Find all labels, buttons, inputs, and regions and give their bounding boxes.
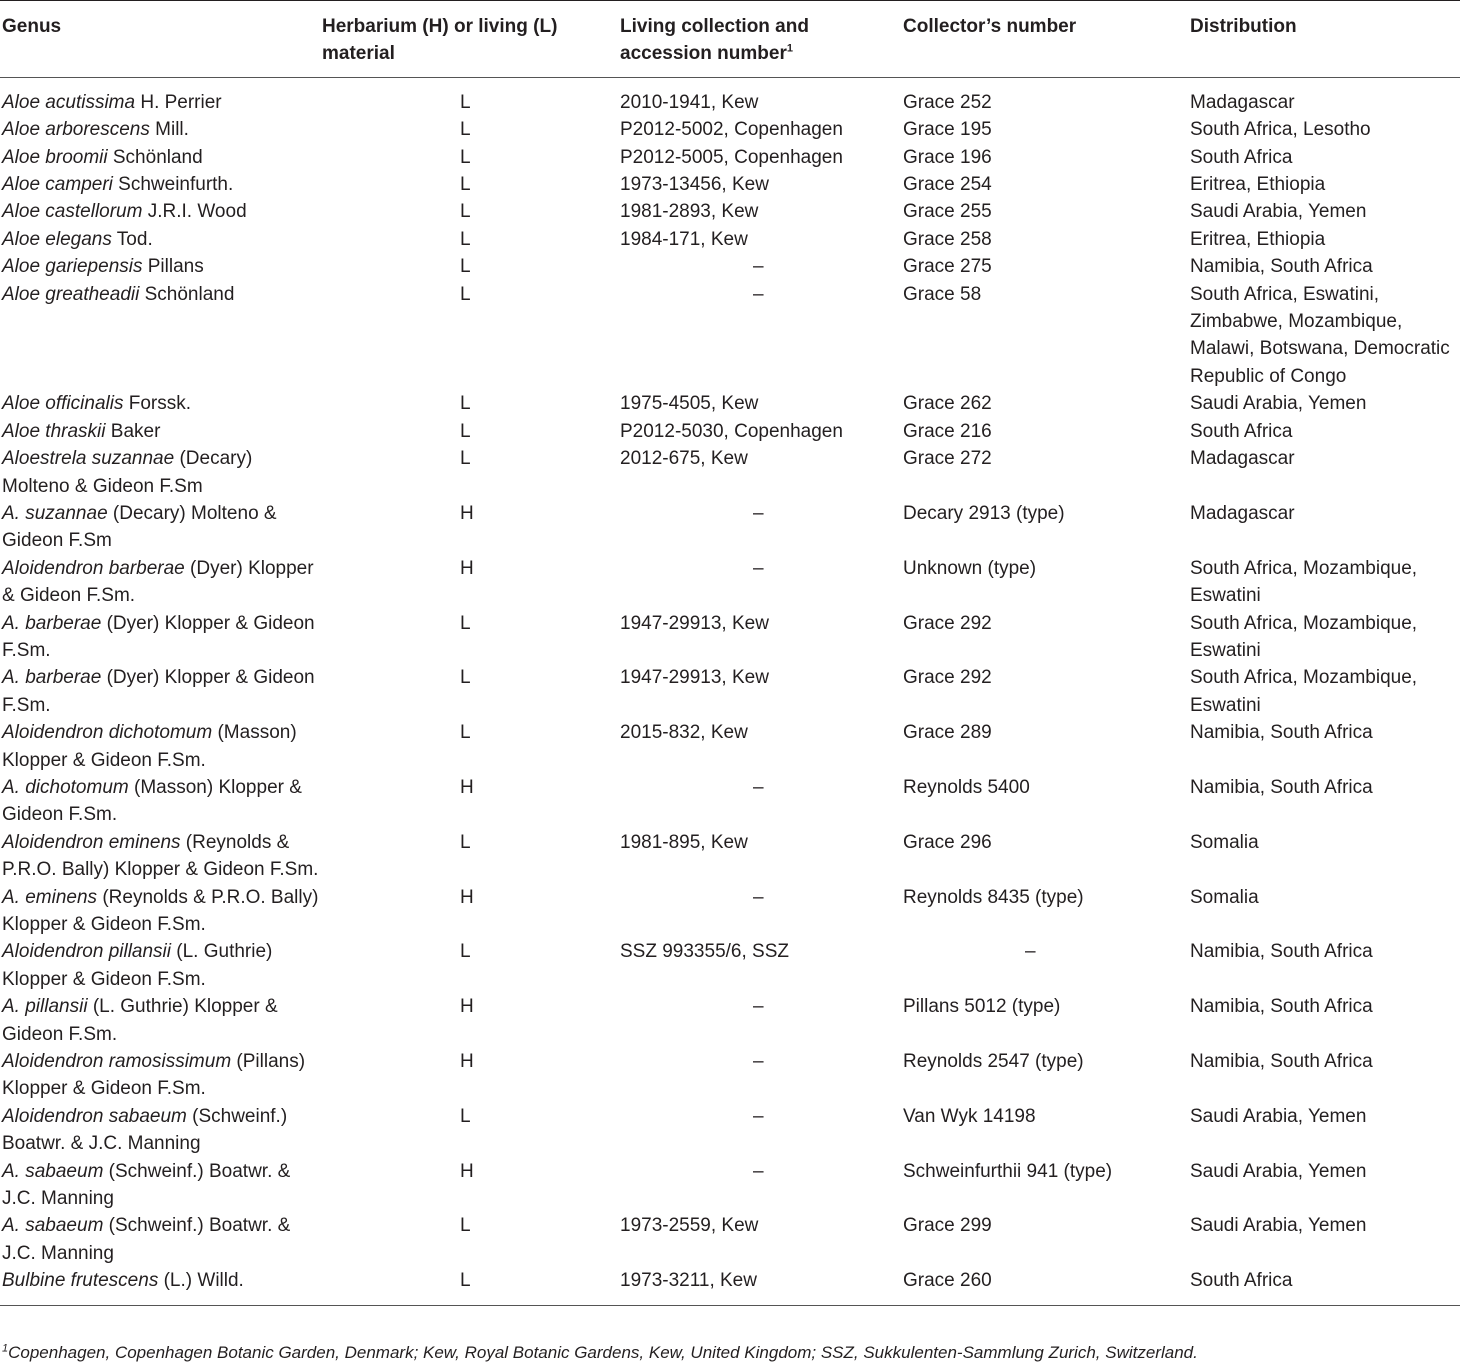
cell-genus [0, 938, 320, 993]
cell-genus [0, 1048, 320, 1103]
cell-living-collection: – [753, 502, 764, 524]
cell-genus [0, 555, 320, 610]
species-authority: (Schweinf.) Boatwr. & J.C. Manning [2, 1160, 291, 1210]
cell-distribution: Saudi Arabia, Yemen [1190, 1160, 1367, 1182]
species-name: Aloidendron barberae [2, 557, 185, 579]
table-row [0, 1158, 1460, 1213]
cell-material: H [460, 502, 474, 524]
cell-material: L [460, 146, 471, 168]
cell-material: H [460, 996, 474, 1018]
cell-collector: Reynolds 2547 (type) [903, 1051, 1084, 1073]
cell-material: L [460, 201, 471, 223]
cell-distribution: South Africa, Lesotho [1190, 119, 1371, 141]
species-authority: J.R.I. Wood [142, 201, 247, 223]
species-name: A. eminens [2, 886, 98, 908]
cell-living-collection: P2012-5030, Copenhagen [620, 420, 843, 442]
species-name: Aloidendron sabaeum [2, 1105, 187, 1127]
cell-genus [0, 993, 320, 1048]
table-row [0, 418, 1460, 445]
cell-distribution: South Africa [1190, 420, 1293, 442]
cell-collector: Grace 262 [903, 393, 992, 415]
cell-collector: Grace 58 [903, 283, 982, 305]
cell-living-collection: – [753, 1105, 764, 1127]
header-distribution: Distribution [1190, 16, 1297, 37]
species-name: Aloe thraskii [2, 420, 106, 442]
cell-material: L [460, 831, 471, 853]
table-row [0, 445, 1460, 500]
cell-collector: – [1025, 941, 1036, 963]
table-row [0, 77, 1460, 116]
cell-collector: Decary 2913 (type) [903, 502, 1065, 524]
cell-genus [0, 171, 320, 198]
species-name: A. barberae [2, 667, 102, 689]
cell-material: L [460, 612, 471, 634]
footnote-marker: 1 [786, 43, 793, 56]
cell-genus [0, 144, 320, 171]
cell-collector: Pillans 5012 (type) [903, 996, 1061, 1018]
cell-living-collection: – [753, 886, 764, 908]
species-name: Aloidendron dichotomum [2, 722, 213, 744]
cell-material: L [460, 448, 471, 470]
cell-genus [0, 198, 320, 225]
cell-genus [0, 719, 320, 774]
cell-living-collection: 2012-675, Kew [620, 448, 748, 470]
cell-collector: Grace 272 [903, 448, 992, 470]
species-name: Aloe castellorum [2, 201, 143, 223]
species-authority: (L.) Willd. [158, 1270, 244, 1292]
cell-material: L [460, 91, 471, 113]
cell-collector: Grace 196 [903, 146, 992, 168]
species-name: Aloe camperi [2, 174, 113, 196]
species-authority: H. Perrier [135, 91, 222, 113]
table-row [0, 1267, 1460, 1305]
cell-living-collection: 2015-832, Kew [620, 722, 748, 744]
cell-material: L [460, 228, 471, 250]
cell-living-collection: – [753, 996, 764, 1018]
header-row [0, 1, 1460, 78]
cell-genus [0, 774, 320, 829]
cell-collector: Van Wyk 14198 [903, 1105, 1036, 1127]
header-collector: Collector’s number [903, 16, 1077, 37]
cell-collector: Grace 195 [903, 119, 992, 141]
cell-material: H [460, 776, 474, 798]
cell-distribution: Saudi Arabia, Yemen [1190, 393, 1367, 415]
cell-material: L [460, 667, 471, 689]
cell-living-collection: P2012-5005, Copenhagen [620, 146, 843, 168]
species-authority: (Masson) Klopper & Gideon F.Sm. [2, 722, 297, 771]
species-authority: (Dyer) Klopper & Gideon F.Sm. [2, 612, 315, 661]
species-authority: Schönland [139, 283, 235, 305]
species-authority: (L. Guthrie) Klopper & Gideon F.Sm. [2, 941, 273, 990]
cell-genus [0, 500, 320, 555]
header-material: Herbarium (H) or living (L) material [322, 16, 558, 65]
cell-genus [0, 226, 320, 253]
species-authority: (Schweinf.) Boatwr. & J.C. Manning [2, 1215, 291, 1264]
species-authority: Forssk. [123, 393, 192, 415]
cell-distribution: South Africa, Mozambique, Eswatini [1190, 667, 1418, 716]
table-row [0, 829, 1460, 884]
cell-living-collection: – [753, 1051, 764, 1073]
table-row [0, 664, 1460, 719]
species-authority: Schönland [107, 146, 203, 168]
cell-genus [0, 77, 320, 116]
cell-material: L [320, 1267, 618, 1305]
species-name: Bulbine frutescens [2, 1270, 159, 1292]
table-row [0, 719, 1460, 774]
table-row [0, 555, 1460, 610]
header-living-collection [618, 1, 901, 78]
table-row [0, 1212, 1460, 1267]
cell-distribution: Namibia, South Africa [1190, 256, 1373, 278]
table-row [0, 281, 1460, 391]
species-name: Aloidendron eminens [2, 831, 181, 853]
cell-collector: Grace 254 [903, 174, 992, 196]
cell-distribution: Madagascar [1190, 502, 1295, 524]
cell-living-collection: 1947-29913, Kew [620, 667, 769, 689]
cell-collector: Grace 299 [903, 1215, 992, 1237]
cell-living-collection: 1981-2893, Kew [620, 201, 759, 223]
cell-genus [0, 664, 320, 719]
species-authority: Baker [105, 420, 161, 442]
cell-material: L [460, 256, 471, 278]
species-authority: Schweinfurth. [112, 174, 234, 196]
table-row [0, 171, 1460, 198]
cell-material: L [460, 941, 471, 963]
species-authority: (Dyer) Klopper & Gideon F.Sm. [2, 667, 315, 716]
species-name: Aloe acutissima [2, 91, 136, 113]
species-authority: Tod. [111, 228, 153, 250]
cell-material: H [460, 1160, 474, 1182]
cell-living-collection: 2010-1941, Kew [620, 91, 759, 113]
cell-collector: Reynolds 8435 (type) [903, 886, 1084, 908]
cell-genus [0, 281, 320, 391]
cell-distribution: Namibia, South Africa [1190, 996, 1373, 1018]
cell-distribution: Somalia [1190, 886, 1259, 908]
cell-genus [0, 610, 320, 665]
cell-distribution: Madagascar [1190, 91, 1295, 113]
cell-collector: Reynolds 5400 [903, 776, 1030, 798]
species-name: A. barberae [2, 612, 102, 634]
species-authority: (Reynolds & P.R.O. Bally) Klopper & Gideon F.Sm. [2, 831, 319, 881]
table-row [0, 884, 1460, 939]
species-name: A. sabaeum [2, 1215, 104, 1237]
cell-genus [0, 390, 320, 417]
cell-distribution: South Africa, Eswatini, Zimbabwe, Mozambique, Malawi, Botswana, Democratic Republic of Congo [1190, 283, 1450, 387]
cell-living-collection: 1973-13456, Kew [620, 174, 769, 196]
cell-material: L [460, 1215, 471, 1237]
cell-distribution: Namibia, South Africa [1190, 776, 1373, 798]
cell-collector: Grace 252 [903, 91, 992, 113]
cell-collector: Grace 292 [903, 612, 992, 634]
cell-material: L [460, 283, 471, 305]
table-row [0, 390, 1460, 417]
cell-distribution: Somalia [1190, 831, 1259, 853]
cell-collector: Grace 258 [903, 228, 992, 250]
table-row [0, 253, 1460, 280]
cell-distribution: Namibia, South Africa [1190, 941, 1373, 963]
header-living-collection-label: Living collection and accession number [620, 16, 809, 65]
species-authority: (Decary) Molteno & Gideon F.Sm [2, 502, 277, 552]
cell-genus [0, 418, 320, 445]
cell-living-collection: 1984-171, Kew [620, 228, 748, 250]
cell-living-collection: – [753, 557, 764, 579]
cell-living-collection: P2012-5002, Copenhagen [620, 119, 843, 141]
cell-distribution: Namibia, South Africa [1190, 722, 1373, 744]
cell-living-collection: 1947-29913, Kew [620, 612, 769, 634]
species-name: A. pillansii [2, 996, 88, 1018]
cell-genus [0, 884, 320, 939]
species-name: Aloe broomii [2, 146, 108, 168]
cell-collector: Grace 255 [903, 201, 992, 223]
cell-living-collection: 1973-3211, Kew [618, 1267, 901, 1305]
species-authority: (Reynolds & P.R.O. Bally) Klopper & Gideon F.Sm. [2, 886, 319, 935]
cell-collector: Unknown (type) [903, 557, 1037, 579]
cell-distribution: Madagascar [1190, 448, 1295, 470]
species-authority: (Dyer) Klopper & Gideon F.Sm. [2, 557, 314, 607]
cell-collector: Schweinfurthii 941 (type) [903, 1160, 1113, 1182]
species-name: Aloe greatheadii [2, 283, 140, 305]
cell-genus [0, 116, 320, 143]
table-row [0, 993, 1460, 1048]
cell-distribution: South Africa [1188, 1267, 1460, 1305]
species-name: Aloe arborescens [2, 119, 150, 141]
table-row [0, 198, 1460, 225]
footnote-text: Copenhagen, Copenhagen Botanic Garden, Denmark; Kew, Royal Botanic Gardens, Kew, United Kingdom; SSZ, Sukkulenten-Sammlung Zurich, Switzerland. [8, 1343, 1198, 1362]
footnote-mark: 1 [2, 1342, 9, 1355]
cell-distribution: Eritrea, Ethiopia [1190, 228, 1326, 250]
cell-living-collection: – [753, 256, 764, 278]
cell-genus [0, 1158, 320, 1213]
cell-distribution: South Africa [1190, 146, 1293, 168]
species-authority: (Schweinf.) Boatwr. & J.C. Manning [2, 1105, 288, 1155]
species-name: A. dichotomum [2, 776, 129, 798]
species-authority: Mill. [149, 119, 189, 141]
cell-genus [0, 1212, 320, 1267]
cell-collector: Grace 289 [903, 722, 992, 744]
species-authority: (Pillans) Klopper & Gideon F.Sm. [2, 1051, 306, 1100]
species-name: Aloe officinalis [2, 393, 124, 415]
cell-distribution: Eritrea, Ethiopia [1190, 174, 1326, 196]
cell-distribution: Saudi Arabia, Yemen [1190, 1215, 1367, 1237]
cell-living-collection: 1981-895, Kew [620, 831, 748, 853]
species-name: Aloidendron pillansii [2, 941, 171, 963]
table-row [0, 226, 1460, 253]
cell-material: L [460, 393, 471, 415]
species-authority: (L. Guthrie) Klopper & Gideon F.Sm. [2, 996, 278, 1045]
species-name: A. suzannae [2, 502, 108, 524]
cell-living-collection: SSZ 993355/6, SSZ [620, 941, 789, 963]
table-row [0, 1048, 1460, 1103]
cell-distribution: Saudi Arabia, Yemen [1190, 201, 1367, 223]
cell-distribution: South Africa, Mozambique, Eswatini [1190, 612, 1418, 661]
table-footnote [2, 1342, 1198, 1364]
cell-material: H [460, 886, 474, 908]
species-authority: Pillans [142, 256, 204, 278]
species-name: Aloe gariepensis [2, 256, 143, 278]
table-row [0, 144, 1460, 171]
cell-genus [0, 829, 320, 884]
species-authority: (Masson) Klopper & Gideon F.Sm. [2, 776, 302, 826]
species-authority: (Decary) Molteno & Gideon F.Sm [2, 448, 253, 497]
cell-collector: Grace 292 [903, 667, 992, 689]
table-row [0, 938, 1460, 993]
table-row [0, 116, 1460, 143]
table-row [0, 500, 1460, 555]
cell-living-collection: – [753, 1160, 764, 1182]
cell-distribution: Saudi Arabia, Yemen [1190, 1105, 1367, 1127]
cell-material: H [460, 557, 474, 579]
cell-genus [0, 253, 320, 280]
table-row [0, 1103, 1460, 1158]
cell-distribution: South Africa, Mozambique, Eswatini [1190, 557, 1418, 607]
cell-collector: Grace 275 [903, 256, 992, 278]
cell-material: L [460, 1105, 471, 1127]
cell-distribution: Namibia, South Africa [1190, 1051, 1373, 1073]
cell-genus [0, 1103, 320, 1158]
cell-material: L [460, 174, 471, 196]
species-name: Aloidendron ramosissimum [2, 1051, 232, 1073]
table-row [0, 610, 1460, 665]
table-row [0, 774, 1460, 829]
header-genus: Genus [2, 16, 62, 37]
table-body [0, 77, 1460, 1305]
cell-material: H [460, 1051, 474, 1073]
species-name: Aloe elegans [2, 228, 112, 250]
cell-living-collection: – [753, 283, 764, 305]
cell-genus [0, 445, 320, 500]
cell-living-collection: 1975-4505, Kew [620, 393, 759, 415]
cell-living-collection: 1973-2559, Kew [620, 1215, 759, 1237]
cell-collector: Grace 296 [903, 831, 992, 853]
species-name: Aloestrela suzannae [2, 448, 175, 470]
cell-material: L [460, 420, 471, 442]
cell-collector: Grace 216 [903, 420, 992, 442]
cell-material: L [460, 722, 471, 744]
cell-material: L [460, 119, 471, 141]
species-name: A. sabaeum [2, 1160, 104, 1182]
cell-living-collection: – [753, 776, 764, 798]
cell-collector: Grace 260 [901, 1267, 1188, 1305]
table-header [0, 1, 1460, 78]
cell-genus [0, 1267, 320, 1305]
